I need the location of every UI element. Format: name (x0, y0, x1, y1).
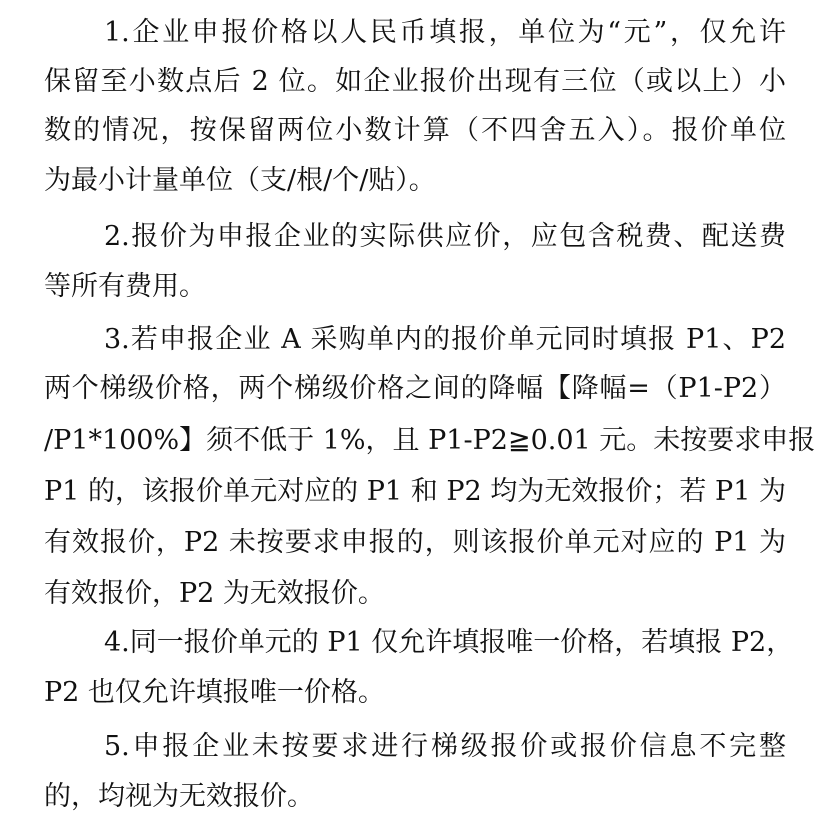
paragraph-line: P2 也仅允许填报唯一价格。 (44, 677, 385, 708)
paragraph-line: 有效报价，P2 未按要求申报的，则该报价单元对应的 P1 为 (44, 527, 786, 558)
paragraph-line: 3.若申报企业 A 采购单内的报价单元同时填报 P1、P2 (104, 324, 786, 355)
paragraph-line: 保留至小数点后 2 位。如企业报价出现有三位（或以上）小 (44, 66, 786, 97)
paragraph-line: 数的情况，按保留两位小数计算（不四舍五入）。报价单位 (44, 115, 786, 146)
paragraph-line: 有效报价，P2 为无效报价。 (44, 578, 385, 609)
paragraph-line: 等所有费用。 (44, 271, 206, 302)
paragraph-line: 1.企业申报价格以人民币填报，单位为“元”，仅允许 (104, 17, 786, 48)
paragraph-line: 两个梯级价格，两个梯级价格之间的降幅【降幅=（P1-P2） (44, 373, 786, 404)
paragraph-line: 5.申报企业未按要求进行梯级报价或报价信息不完整 (104, 731, 786, 762)
paragraph-line: 的，均视为无效报价。 (44, 781, 314, 812)
paragraph-line: P1 的，该报价单元对应的 P1 和 P2 均为无效报价；若 P1 为 (44, 476, 786, 507)
paragraph-line: 为最小计量单位（支/根/个/贴）。 (44, 165, 436, 196)
paragraph-line: /P1*100%】须不低于 1%，且 P1-P2≧0.01 元。未按要求申报 (44, 425, 816, 456)
paragraph-line: 4.同一报价单元的 P1 仅允许填报唯一价格，若填报 P2， (104, 627, 794, 658)
paragraph-line: 2.报价为申报企业的实际供应价，应包含税费、配送费 (104, 221, 786, 252)
